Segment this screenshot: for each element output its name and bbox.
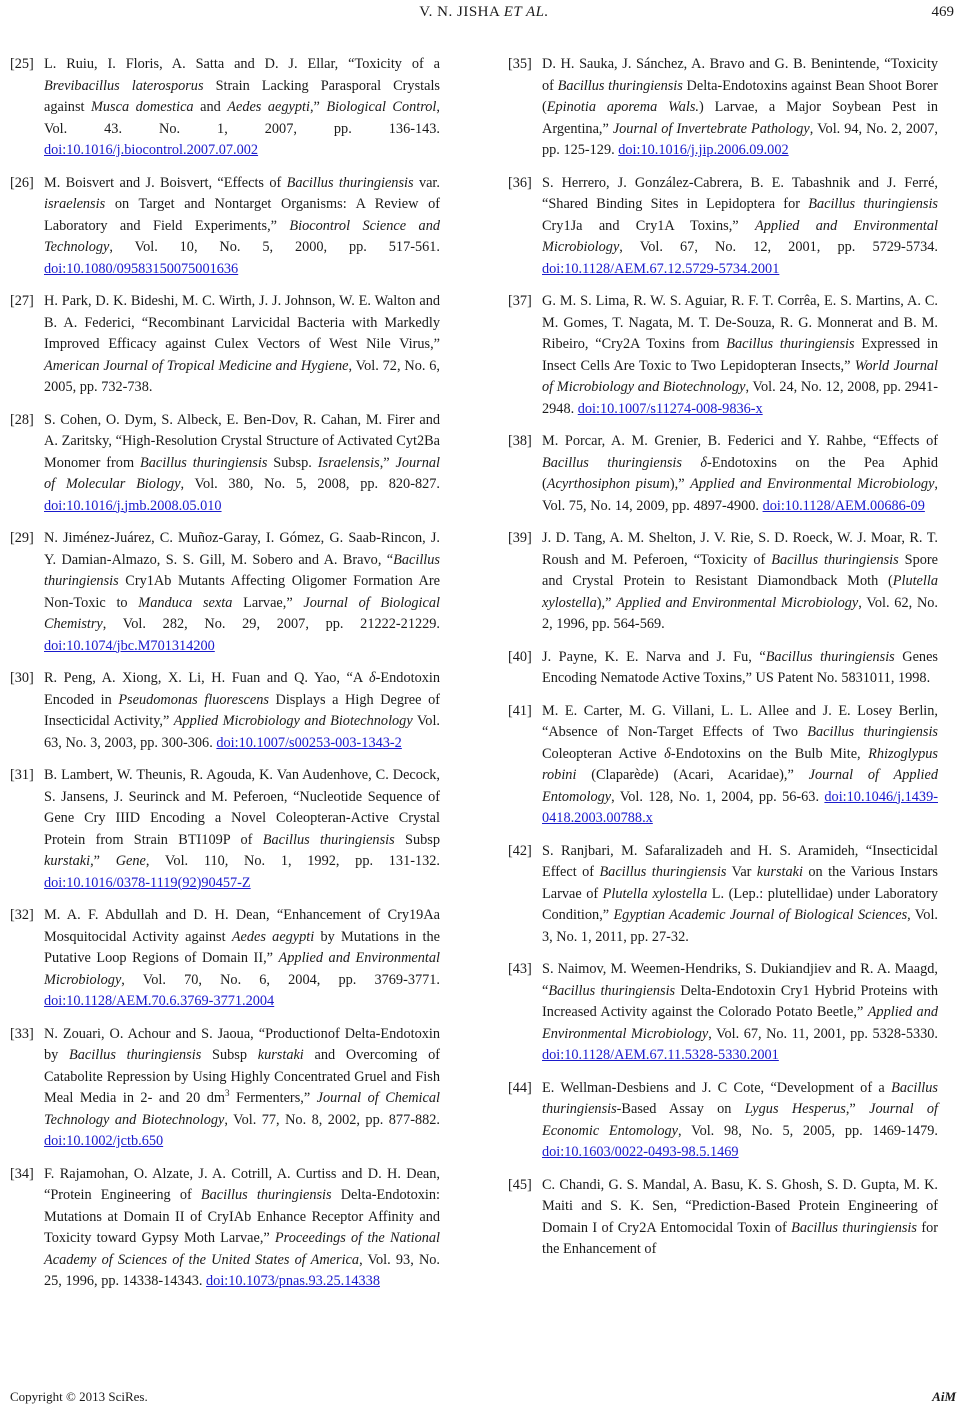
reference-item — [508, 701, 938, 830]
reference-number: [43] — [508, 961, 532, 977]
citation-text: , Vol. 128, No. 1, 2004, pp. 56-63. — [611, 788, 825, 805]
italic-text: kurstaki — [257, 1047, 304, 1063]
citation-text: S. Ranjbari, M. Safaralizadeh and H. S. Aramideh, “Insecticidal Effect of — [542, 842, 938, 880]
citation-text: Displays a High Degree of Insecticidal Activity,” — [44, 691, 440, 729]
reference-column-right — [508, 54, 938, 1272]
reference-text — [542, 291, 938, 420]
citation-text: ,” — [845, 1101, 870, 1117]
citation-text: Strain Lacking Parasporal Crystals against — [44, 77, 440, 115]
italic-text: Bacillus thuringiensis — [542, 1079, 938, 1117]
citation-text: N. Jiménez-Juárez, C. Muñoz-Garay, I. Gómez, G. Saab-Rincon, J. Y. Damian-Almazo, S. S. Gill, M. Sobero and A. Bravo, “ — [44, 530, 440, 568]
reference-number: [31] — [10, 767, 34, 783]
italic-text: Bacillus thuringiensis — [200, 1187, 332, 1203]
doi-link[interactable]: doi:10.1128/AEM.70.6.3769-3771.2004 — [44, 993, 275, 1009]
reference-item — [10, 1024, 440, 1153]
citation-text: -Endotoxins on the Bulb Mite, — [670, 745, 869, 762]
reference-text — [44, 54, 440, 162]
italic-text: kurstaki — [44, 853, 91, 869]
citation-text: , Vol. 24, No. 12, 2008, pp. 2941-2948. — [542, 379, 938, 417]
doi-link[interactable]: doi:10.1128/AEM.67.11.5328-5330.2001 — [542, 1047, 779, 1063]
running-head — [0, 4, 968, 21]
doi-link[interactable]: doi:10.1128/AEM.67.12.5729-5734.2001 — [542, 260, 780, 277]
citation-text: H. Park, D. K. Bideshi, M. C. Wirth, J. J. Johnson, W. E. Walton and B. A. Federici, “Recombinant Larvicidal Bacteria with Markedly Improved Efficacy against Culex Vectors of West Nile Virus,” — [44, 293, 440, 352]
citation-text: Genes Encoding Nematode Active Toxins,” US Patent No. 5831011, 1998. — [542, 648, 938, 686]
doi-link[interactable]: doi:10.1074/jbc.M701314200 — [44, 637, 215, 654]
citation-text: ),” — [669, 476, 691, 492]
citation-text: F. Rajamohan, O. Alzate, J. A. Cotrill, A. Curtiss and D. H. Dean, “Protein Engineering of — [44, 1165, 440, 1203]
citation-text: -Based Assay on — [616, 1101, 745, 1117]
reference-item — [508, 959, 938, 1067]
reference-text — [44, 765, 440, 894]
page-header — [0, 0, 968, 32]
citation-text: ,” — [90, 853, 116, 869]
running-head-etal: ET AL. — [503, 4, 549, 20]
reference-item — [508, 1175, 938, 1261]
reference-number: [39] — [508, 530, 532, 546]
citation-text: , Vol. 110, No. 1, 1992, pp. 131-132. — [145, 853, 440, 869]
citation-text: Larvae,” — [232, 594, 304, 611]
citation-text: var. — [413, 174, 440, 191]
italic-text: Israelensis — [317, 454, 380, 471]
italic-text: Bacillus thuringiensis — [807, 724, 938, 740]
citation-text: , Vol. 77, No. 8, 2002, pp. 877-882. — [224, 1111, 440, 1128]
citation-text: , Vol. 94, No. 2, 2007, pp. 125-129. — [542, 120, 938, 158]
citation-text: Delta-Endotoxin: Mutations at Domain II of CryIAb Enhance Receptor Affinity and Toxicity toward Gypsy Moth Larvae,” — [44, 1187, 440, 1246]
citation-text: L. Ruiu, I. Floris, A. Satta and D. J. Ellar, “Toxicity of a — [44, 56, 440, 72]
citation-text: -Endotoxin Encoded in — [44, 670, 440, 708]
reference-text — [542, 1078, 938, 1164]
citation-text: -Endotoxins on the Pea Aphid ( — [542, 454, 938, 492]
superscript-text: 3 — [224, 1088, 230, 1099]
citation-text: M. A. F. Abdullah and D. H. Dean, “Enhancement of Cry19Aa Mosquitocidal Activity against — [44, 907, 440, 945]
doi-link[interactable]: doi:10.1080/09583150075001636 — [44, 260, 239, 277]
citation-text: and — [193, 99, 228, 115]
italic-text: Biocontrol Science and Technology — [44, 217, 440, 255]
citation-text: for the Enhancement of — [542, 1219, 938, 1257]
italic-text: American Journal of Tropical Medicine and Hygiene — [44, 357, 349, 374]
doi-link[interactable]: doi:10.1046/j.1439-0418.2003.00788.x — [542, 788, 938, 826]
citation-text: Cry1Ja and Cry1A Toxins,” — [542, 217, 755, 234]
reference-item — [508, 1078, 938, 1164]
citation-text: Subsp. — [267, 454, 318, 471]
citation-text: D. H. Sauka, J. Sánchez, A. Bravo and G. B. Benintende, “Toxicity of — [542, 56, 938, 94]
citation-text: Spore and Crystal Protein to Resistant Diamondback Moth ( — [542, 551, 938, 589]
reference-column-left — [10, 54, 440, 1304]
italic-text: Applied and Environmental Microbiology — [44, 950, 440, 988]
reference-number: [45] — [508, 1176, 532, 1193]
citation-text: , Vol. 67, No. 11, 2001, pp. 5328-5330. — [708, 1025, 938, 1042]
italic-text: kurstaki — [756, 864, 803, 880]
reference-number: [26] — [10, 174, 34, 191]
citation-text: , Vol. 62, No. 2, 1996, pp. 564-569. — [542, 594, 938, 632]
italic-text: Bacillus thuringiensis δ — [542, 454, 708, 471]
reference-text — [542, 528, 938, 636]
italic-text: Biological Control — [326, 99, 437, 115]
reference-item — [10, 291, 440, 399]
italic-text: Pseudomonas fluorescens — [118, 691, 269, 708]
reference-text — [44, 528, 440, 657]
reference-number: [34] — [10, 1165, 34, 1182]
reference-item — [10, 765, 440, 894]
italic-text: Bacillus thuringiensis — [262, 831, 395, 848]
citation-text: C. Chandi, G. S. Mandal, A. Basu, K. S. Ghosh, S. D. Gupta, M. K. Maiti and S. K. Sen, “Prediction-Based Protein Engineering of Domain I of Cry2A Entomocidal Toxin of — [542, 1176, 938, 1236]
citation-text: , Vol. 43. No. 1, 2007, pp. 136-143. — [44, 99, 440, 137]
reference-text — [542, 173, 938, 281]
italic-text: Brevibacillus laterosporus — [44, 77, 204, 94]
italic-text: Applied and Environmental Microbiology — [616, 594, 859, 611]
citation-text: , Vol. 67, No. 12, 2001, pp. 5729-5734. — [619, 239, 938, 255]
reference-number: [44] — [508, 1079, 532, 1096]
citation-text: Delta-Endotoxins against Bean Shoot Borer ( — [542, 77, 938, 115]
reference-item — [10, 173, 440, 281]
citation-text: L. (Lep.: plutellidae) under Laboratory Condition,” — [542, 885, 938, 923]
italic-text: Egyptian Academic Journal of Biological Sciences — [613, 907, 908, 923]
reference-text — [542, 841, 938, 949]
reference-item — [10, 528, 440, 657]
italic-text: World Journal of Microbiology and Biotechnology — [542, 357, 938, 395]
italic-text: Gene — [115, 853, 146, 869]
citation-text: Cry1Ab Mutants Affecting Oligomer Formation Are Non-Toxic to — [44, 573, 440, 611]
reference-text — [44, 905, 440, 1013]
reference-text — [542, 1175, 938, 1261]
running-head-authors: V. N. JISHA — [419, 4, 500, 20]
citation-text: by Mutations in the Putative Loop Regions of Domain II,” — [44, 928, 440, 966]
citation-text: S. Naimov, M. Weemen-Hendriks, S. Dukiandjiev and R. A. Maagd, “ — [542, 961, 938, 999]
italic-text: Bacillus thuringiensis — [286, 174, 414, 191]
reference-text — [44, 1164, 440, 1293]
italic-text: Bacillus thuringiensis — [791, 1219, 917, 1236]
reference-text — [44, 410, 440, 518]
citation-text: Expressed in Insect Cells Are Toxic to Two Lepidopteran Insects,” — [542, 336, 938, 374]
italic-text: Bacillus thuringiensis — [726, 336, 855, 352]
reference-item — [10, 668, 440, 754]
citation-text: , Vol. 72, No. 6, 2005, pp. 732-738. — [44, 357, 440, 395]
reference-number: [29] — [10, 530, 34, 546]
italic-text: Applied and Environmental Microbiology — [542, 1004, 938, 1042]
citation-text: and Overcoming of Catabolite Repression by Using Highly Concentrated Gruel and Fish Meal Media in 2- and 20 dm — [44, 1047, 440, 1106]
italic-text: Epinotia aporema Wals. — [546, 99, 699, 115]
reference-text — [44, 668, 440, 754]
reference-number: [36] — [508, 174, 532, 191]
italic-text: Bacillus thuringiensis — [44, 551, 440, 589]
reference-item — [508, 54, 938, 162]
citation-text: , Vol. 75, No. 14, 2009, pp. 4897-4900. — [542, 476, 938, 514]
citation-text: ,” — [379, 454, 396, 471]
citation-text: on the Various Instars Larvae of — [542, 864, 938, 902]
doi-link[interactable]: doi:10.1016/j.jip.2006.09.002 — [618, 142, 789, 158]
italic-text: Proceedings of the National Academy of Sciences of the United States of America — [44, 1230, 440, 1268]
italic-text: Bacillus thuringiensis — [771, 551, 899, 568]
citation-text: Var — [726, 864, 757, 880]
italic-text: Bacillus thuringiensis — [599, 864, 727, 880]
citation-text: on Target and Nontarget Organisms: A Review of Laboratory and Field Experiments,” — [44, 196, 440, 234]
reference-item — [10, 905, 440, 1013]
italic-text: Manduca sexta — [138, 594, 233, 611]
citation-text: M. Boisvert and J. Boisvert, “Effects of — [44, 174, 287, 191]
citation-text: S. Herrero, J. González-Cabrera, B. E. Tabashnik and J. Ferré, “Shared Binding Sites in Lepidoptera for — [542, 174, 938, 212]
citation-text: M. Porcar, A. M. Grenier, B. Federici and Y. Rahbe, “Effects of — [542, 433, 938, 449]
citation-text: N. Zouari, O. Achour and S. Jaoua, “Productionof Delta-Endotoxin by — [44, 1025, 440, 1063]
citation-text: , Vol. 282, No. 29, 2007, pp. 21222-21229. — [102, 616, 440, 632]
citation-text: Subsp — [394, 831, 440, 848]
italic-text: Journal of Applied Entomology — [542, 767, 938, 805]
italic-text: δ — [664, 745, 671, 762]
reference-number: [37] — [508, 293, 532, 309]
citation-text: J. Payne, K. E. Narva and J. Fu, “ — [542, 648, 766, 665]
reference-text — [542, 54, 938, 162]
page-footer — [0, 1389, 968, 1411]
italic-text: Journal of Molecular Biology — [44, 454, 441, 492]
italic-text: Plutella xylostella — [542, 573, 938, 611]
doi-link[interactable]: doi:10.1002/jctb.650 — [44, 1133, 164, 1149]
reference-number: [41] — [508, 702, 532, 719]
italic-text: Applied and Environmental Microbiology — [542, 217, 938, 255]
reference-item — [508, 291, 938, 420]
italic-text: Plutella xylostella — [602, 885, 708, 902]
reference-text — [542, 959, 938, 1067]
reference-number: [30] — [10, 670, 34, 686]
reference-item — [10, 1164, 440, 1293]
reference-item — [10, 54, 440, 162]
italic-text: Aedes aegypti — [231, 928, 315, 945]
reference-number: [32] — [10, 907, 34, 923]
italic-text: Applied Microbiology and Biotechnology — [173, 713, 413, 729]
citation-text: , Vol. 93, No. 25, 1996, pp. 14338-14343. — [44, 1251, 440, 1289]
citation-text: M. E. Carter, M. G. Villani, L. L. Allee and J. E. Losey Berlin, “Absence of Non-Target Effects of Two — [542, 702, 938, 740]
citation-text: , Vol. 70, No. 6, 2004, pp. 3769-3771. — [121, 971, 440, 988]
doi-link[interactable]: doi:10.1073/pnas.93.25.14338 — [206, 1273, 380, 1289]
citation-text: J. D. Tang, A. M. Shelton, J. V. Rie, S. D. Roeck, W. J. Moar, R. T. Roush and M. Peferoen, “Toxicity of — [542, 530, 938, 568]
italic-text: Bacillus thuringiensis — [548, 982, 676, 999]
reference-item — [508, 841, 938, 949]
citation-text: B. Lambert, W. Theunis, R. Agouda, K. Van Audenhove, C. Decock, S. Jansens, J. Seurinck and M. Peferoen, “Nucleotide Sequence of Gene Cry IIID Encoding a Novel Coleopteran-Active Crystal Protein from Strain BTI109P of — [44, 767, 440, 848]
reference-number: [27] — [10, 293, 34, 309]
journal-abbreviation: AiM — [932, 1389, 956, 1404]
doi-link[interactable]: doi:10.1007/s00253-003-1343-2 — [216, 734, 402, 751]
reference-number: [35] — [508, 56, 532, 72]
citation-text: ),” — [596, 594, 617, 611]
reference-item — [508, 528, 938, 636]
italic-text: Musca domestica — [91, 99, 194, 115]
reference-text — [542, 431, 938, 517]
reference-number: [25] — [10, 56, 34, 72]
reference-number: [42] — [508, 842, 532, 859]
doi-link[interactable]: doi:10.1016/j.biocontrol.2007.07.002 — [44, 142, 259, 158]
reference-text — [542, 647, 938, 690]
doi-link[interactable]: doi:10.1603/0022-0493-98.5.1469 — [542, 1144, 739, 1160]
reference-text — [542, 701, 938, 830]
italic-text: Acyrthosiphon pisum — [546, 476, 670, 492]
reference-number: [40] — [508, 648, 532, 665]
italic-text: Bacillus thuringiensis — [69, 1047, 202, 1063]
doi-link[interactable]: doi:10.1128/AEM.00686-09 — [762, 497, 925, 514]
doi-link[interactable]: doi:10.1016/j.jmb.2008.05.010 — [44, 497, 222, 514]
reference-number: [38] — [508, 433, 532, 449]
citation-text: Coleopteran Active — [542, 745, 665, 762]
reference-text — [44, 291, 440, 399]
reference-text — [44, 1024, 440, 1153]
citation-text: G. M. S. Lima, R. W. S. Aguiar, R. F. T. Corrêa, E. S. Martins, A. C. M. Gomes, T. Nagata, M. T. De-Souza, R. G. Monnerat and B. M. Ribeiro, “Cry2A Toxins from — [542, 293, 938, 352]
citation-text: Subsp — [201, 1047, 258, 1063]
citation-text: Vol. 63, No. 3, 2003, pp. 300-306. — [44, 713, 440, 751]
page-number: 469 — [931, 4, 954, 20]
doi-link[interactable]: doi:10.1007/s11274-008-9836-x — [577, 400, 763, 417]
citation-text: R. Peng, A. Xiong, X. Li, H. Fuan and Q. Yao, “A — [44, 670, 369, 686]
citation-text: , Vol. 3, No. 1, 2011, pp. 27-32. — [542, 907, 938, 945]
citation-text: S. Cohen, O. Dym, S. Albeck, E. Ben-Dov, R. Cahan, M. Firer and A. Zaritsky, “High-Resolution Crystal Structure of Activated Cyt2Ba Monomer from — [44, 411, 440, 471]
reference-item — [508, 173, 938, 281]
italic-text: Aedes aegypti — [227, 99, 310, 115]
citation-text: E. Wellman-Desbiens and J. C Cote, “Development of a — [542, 1079, 892, 1096]
italic-text: Journal of Invertebrate Pathology — [612, 120, 810, 137]
reference-item — [10, 410, 440, 518]
reference-item — [508, 431, 938, 517]
copyright-notice: Copyright © 2013 SciRes. — [10, 1389, 148, 1404]
italic-text: Journal of Economic Entomology — [542, 1101, 939, 1139]
italic-text: israelensis — [44, 196, 106, 212]
citation-text: , Vol. 10, No. 5, 2000, pp. 517-561. — [109, 239, 440, 255]
italic-text: Journal of Biological Chemistry — [44, 594, 440, 632]
italic-text: Journal of Chemical Technology and Biotechnology — [44, 1090, 440, 1128]
italic-text: δ — [369, 670, 376, 686]
doi-link[interactable]: doi:10.1016/0378-1119(92)90457-Z — [44, 874, 251, 891]
italic-text: Applied and Environmental Microbiology — [690, 476, 935, 492]
reference-item — [508, 647, 938, 690]
italic-text: Bacillus thuringiensis — [765, 648, 895, 665]
citation-text: Delta-Endotoxin Cry1 Hybrid Proteins with Increased Activity against the Colorado Potato Beetle,” — [542, 982, 938, 1020]
reference-number: [28] — [10, 411, 34, 428]
italic-text: Bacillus thuringiensis — [808, 196, 938, 212]
italic-text: Bacillus thuringiensis — [557, 77, 683, 94]
italic-text: Bacillus thuringiensis — [139, 454, 268, 471]
italic-text: Rhizoglypus robini — [542, 745, 938, 783]
citation-text: , Vol. 98, No. 5, 2005, pp. 1469-1479. — [678, 1122, 938, 1139]
citation-text: , Vol. 380, No. 5, 2008, pp. 820-827. — [180, 476, 440, 492]
citation-text: Fermenters,” — [229, 1090, 317, 1106]
reference-text — [44, 173, 440, 281]
italic-text: Lygus Hesperus — [744, 1101, 846, 1117]
citation-text: ,” — [309, 99, 327, 115]
citation-text: ) Larvae, a Major Soybean Pest in Argentina,” — [542, 99, 938, 137]
reference-number: [33] — [10, 1025, 34, 1042]
citation-text: (Claparède) (Acari, Acaridae),” — [576, 767, 809, 783]
